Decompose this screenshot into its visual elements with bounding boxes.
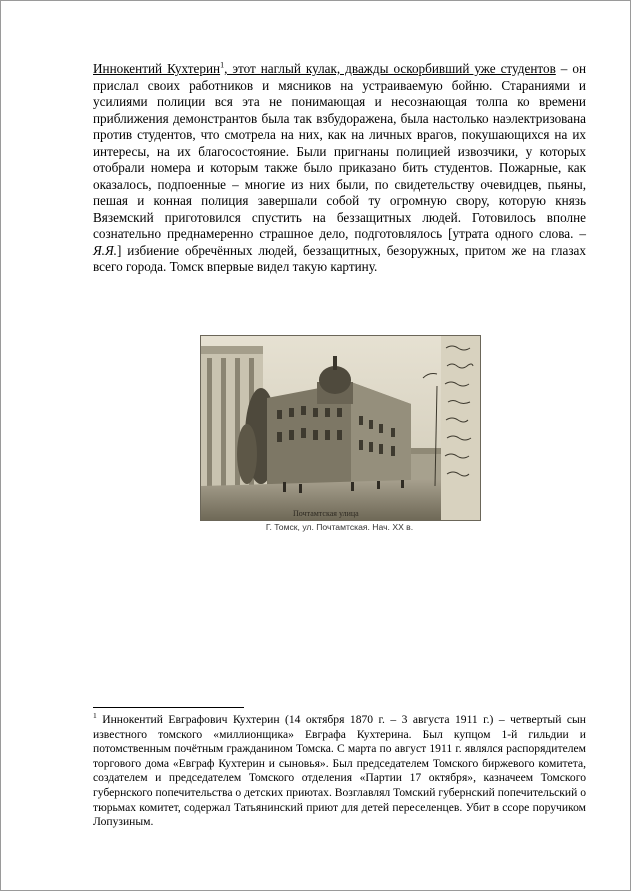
underlined-phrase: , этот наглый кулак, дважды оскорбивший уже студентов bbox=[224, 61, 556, 76]
footnote-text: Иннокентий Евграфович Кухтерин (14 октября 1870 г. – 3 августа 1911 г.) – четвертый сын известного томского «миллионщика» Евграфа Кухтерина. Был купцом 1-й гильдии и потомственным почётным гражданином Томска. С марта по август 1911 г. являлся распорядителем торгового дома «Евграф Кухтерин и сыновья». Был председателем Томского биржевого комитета, создателем и председателем Томского отделения «Партии 17 октября», казначеем Томского губернского попечительства о детских приютах. Возглавлял Томский губернский попечительский о тюрьмах комитет, содержал Татьянинский приют для детей переселенцев. Убит в ссоре поручиком Лопузиным. bbox=[93, 713, 586, 829]
footnote-reference[interactable]: 1 bbox=[220, 60, 225, 70]
footnote-separator bbox=[93, 707, 244, 708]
footnote bbox=[93, 713, 586, 830]
underlined-name: Иннокентий Кухтерин bbox=[93, 61, 221, 76]
figure-caption: Г. Томск, ул. Почтамтская. Нач. XX в. bbox=[265, 522, 414, 532]
editor-initials: Я.Я. bbox=[93, 242, 117, 258]
postcard-photo bbox=[200, 335, 481, 521]
paragraph-body: – он прислал своих работников и мясников на устраиваемую бойню. Стараниями и усилиями полиции вся эта не понимающая и несознающая толпа ко времени приближения демонстрантов была так взбудоражена, была настолько наэлектризована против студентов, что смотрела на них, как на личных врагов, покушающихся на их интересы, на их благосостояние. Были пригнаны полицией извозчики, у которых отобрали номера и которым также было приказано бить студентов. Пожарные, как оказалось, подпоенные – многие из них были, по свидетельству очевидцев, пьяны, пешая и конная полиция завершали собой ту огромную свору, которую князь Вяземский приготовился спустить на беззащитных людей. Готовилось вполне сознательно преднамеренно страшное дело, подготовлялось [утрата одного слова. – bbox=[93, 61, 586, 241]
postcard-illustration bbox=[201, 336, 480, 520]
main-paragraph bbox=[93, 61, 586, 276]
paragraph-end: ] избиение обречённых людей, беззащитных, безоружных, притом же на глазах всего города. Томск впервые видел такую картину. bbox=[93, 242, 586, 274]
postcard-print-label: Почтамтская улица bbox=[293, 509, 359, 518]
footnote-number: 1 bbox=[93, 711, 97, 721]
